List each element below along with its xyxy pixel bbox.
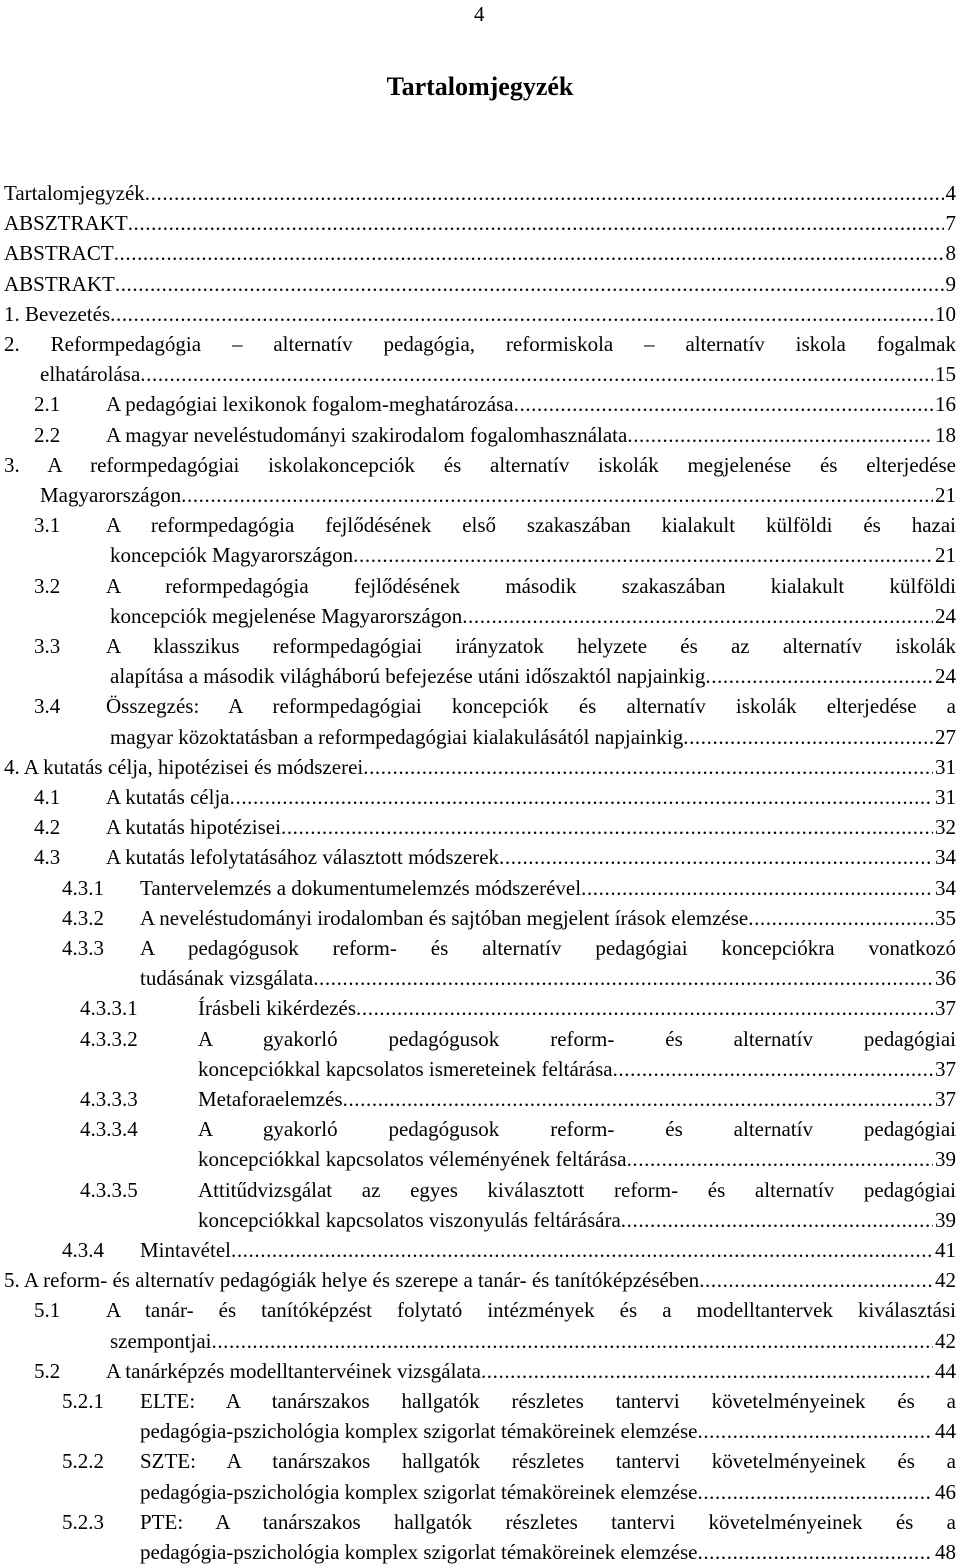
toc-entry-page[interactable]: 37 bbox=[935, 996, 956, 1020]
toc-entry-line bbox=[0, 873, 960, 903]
toc-entry-title[interactable]: pedagógia-pszichológia komplex szigorlat témaköreinek elemzése bbox=[140, 1540, 698, 1564]
toc-entry-number: 2.2 bbox=[34, 423, 61, 447]
toc-entry-title[interactable]: Attitűdvizsgálat az egyes kiválasztott reform- és alternatív pedagógiai bbox=[198, 1178, 956, 1202]
toc-entry-page[interactable]: 16 bbox=[935, 392, 956, 416]
toc-entry-title[interactable]: pedagógia-pszichológia komplex szigorlat témaköreinek elemzése bbox=[140, 1419, 698, 1443]
dot-leader bbox=[748, 903, 933, 933]
toc-entry-line bbox=[0, 1326, 960, 1356]
dot-leader bbox=[281, 812, 933, 842]
toc-entry-line bbox=[0, 661, 960, 691]
toc-entry-title[interactable]: Írásbeli kikérdezés bbox=[198, 996, 357, 1020]
toc-entry-title[interactable]: A reformpedagógia fejlődésének második szakaszában kialakult külföldi bbox=[106, 574, 956, 598]
toc-entry-title[interactable]: szempontjai bbox=[110, 1329, 212, 1353]
toc-entry-line bbox=[0, 842, 960, 872]
toc-entry-page[interactable]: 44 bbox=[935, 1419, 956, 1443]
toc-entry-title[interactable]: koncepciókkal kapcsolatos viszonyulás feltárására bbox=[198, 1208, 621, 1232]
toc-entry-title[interactable]: A pedagógusok reform- és alternatív pedagógiai koncepciókra vonatkozó bbox=[140, 936, 956, 960]
toc-entry-line bbox=[0, 480, 960, 510]
toc-entry-line bbox=[0, 299, 960, 329]
toc-entry-line bbox=[0, 812, 960, 842]
toc-entry-page[interactable]: 42 bbox=[935, 1268, 956, 1292]
toc-entry-title[interactable]: koncepciókkal kapcsolatos véleményének feltárása bbox=[198, 1147, 627, 1171]
toc-entry-title[interactable]: A gyakorló pedagógusok reform- és alternatív pedagógiai bbox=[198, 1027, 956, 1051]
toc-entry-line bbox=[0, 963, 960, 993]
toc-entry-line bbox=[0, 571, 960, 601]
toc-entry-page[interactable]: 31 bbox=[935, 785, 956, 809]
toc-entry-line bbox=[0, 903, 960, 933]
dot-leader bbox=[313, 963, 933, 993]
toc-entry-page[interactable]: 32 bbox=[935, 815, 956, 839]
toc-entry-number: 4.3.4 bbox=[62, 1238, 104, 1262]
toc-entry-number: 4.2 bbox=[34, 815, 61, 839]
toc-entry-title[interactable]: A pedagógiai lexikonok fogalom-meghatározása bbox=[106, 392, 514, 416]
toc-entry-line bbox=[0, 238, 960, 268]
toc-entry-line bbox=[0, 1235, 960, 1265]
toc-entry-line bbox=[0, 933, 960, 963]
toc-entry-title[interactable]: Magyarországon bbox=[40, 483, 182, 507]
toc-entry-title[interactable]: Összegzés: A reformpedagógiai koncepciók és alternatív iskolák elterjedése a bbox=[106, 694, 956, 718]
toc-entry-number: 4.3.3.4 bbox=[80, 1117, 138, 1141]
toc-entry-number: 5.2 bbox=[34, 1359, 61, 1383]
toc-entry-line bbox=[0, 389, 960, 419]
toc-entry-line bbox=[0, 510, 960, 540]
dot-leader bbox=[230, 782, 933, 812]
toc-entry-line bbox=[0, 1477, 960, 1507]
toc-entry-page[interactable]: 36 bbox=[935, 966, 956, 990]
dot-leader bbox=[114, 238, 944, 268]
toc-entry-line bbox=[0, 450, 960, 480]
dot-leader bbox=[621, 1205, 933, 1235]
toc-entry-title[interactable]: A tanárképzés modelltantervéinek vizsgálata bbox=[106, 1359, 481, 1383]
toc-entry-page[interactable]: 24 bbox=[935, 664, 956, 688]
toc-entry-title[interactable]: A kutatás hipotézisei bbox=[106, 815, 281, 839]
toc-entry-title[interactable]: 2. Reformpedagógia – alternatív pedagógia, reformiskola – alternatív iskola fogalmak bbox=[4, 332, 956, 356]
toc-entry-page[interactable]: 31 bbox=[935, 755, 956, 779]
dot-leader bbox=[627, 1144, 933, 1174]
toc-entry-page[interactable]: 41 bbox=[935, 1238, 956, 1262]
toc-entry-title[interactable]: tudásának vizsgálata bbox=[140, 966, 314, 990]
toc-entry-number: 5.2.2 bbox=[62, 1449, 104, 1473]
dot-leader bbox=[627, 420, 933, 450]
toc-entry-line bbox=[0, 1386, 960, 1416]
toc-entry-number: 3.3 bbox=[34, 634, 61, 658]
dot-leader bbox=[514, 389, 933, 419]
toc-entry-line bbox=[0, 1265, 960, 1295]
toc-entry-line bbox=[0, 1024, 960, 1054]
toc-entry-page[interactable]: 48 bbox=[935, 1540, 956, 1564]
dot-leader bbox=[683, 722, 933, 752]
toc-entry-page[interactable]: 15 bbox=[935, 362, 956, 386]
dot-leader bbox=[481, 1356, 933, 1386]
toc-entry-number: 4.3.3.1 bbox=[80, 996, 138, 1020]
dot-leader bbox=[140, 359, 933, 389]
toc-entry-number: 4.3.3 bbox=[62, 936, 104, 960]
dot-leader bbox=[211, 1326, 933, 1356]
toc-entry-line bbox=[0, 420, 960, 450]
toc-entry-line bbox=[0, 359, 960, 389]
toc-entry-title[interactable]: A neveléstudományi irodalomban és sajtóban megjelent írások elemzése bbox=[140, 906, 749, 930]
toc-entry-title[interactable]: A magyar neveléstudományi szakirodalom fogalomhasználata bbox=[106, 423, 628, 447]
toc-entry-title[interactable]: A klasszikus reformpedagógiai irányzatok helyzete és az alternatív iskolák bbox=[106, 634, 956, 658]
dot-leader bbox=[363, 752, 933, 782]
toc-entry-line bbox=[0, 782, 960, 812]
toc-entry-line bbox=[0, 269, 960, 299]
toc-entry-page[interactable]: 46 bbox=[935, 1480, 956, 1504]
toc-entry-page[interactable]: 44 bbox=[935, 1359, 956, 1383]
toc-entry-number: 3.1 bbox=[34, 513, 61, 537]
toc-entry-page[interactable]: 37 bbox=[935, 1057, 956, 1081]
toc-entry-title[interactable]: ELTE: A tanárszakos hallgatók részletes tantervi követelményeinek és a bbox=[140, 1389, 956, 1413]
toc-entry-line bbox=[0, 1144, 960, 1174]
toc-entry-line bbox=[0, 722, 960, 752]
dot-leader bbox=[110, 299, 933, 329]
dot-leader bbox=[145, 178, 944, 208]
dot-leader bbox=[128, 208, 944, 238]
toc-entry-number: 4.3.1 bbox=[62, 876, 104, 900]
toc-entry-line bbox=[0, 1416, 960, 1446]
toc-entry-line bbox=[0, 1507, 960, 1537]
dot-leader bbox=[705, 661, 933, 691]
toc-entry-title[interactable]: A gyakorló pedagógusok reform- és alternatív pedagógiai bbox=[198, 1117, 956, 1141]
toc-entry-title[interactable]: A kutatás célja bbox=[106, 785, 230, 809]
toc-entry-title[interactable]: PTE: A tanárszakos hallgatók részletes tantervi követelményeinek és a bbox=[140, 1510, 956, 1534]
toc-entry-title[interactable]: 4. A kutatás célja, hipotézisei és módszerei bbox=[4, 755, 364, 779]
toc-entry-page[interactable]: 35 bbox=[935, 906, 956, 930]
toc-entry-line bbox=[0, 178, 960, 208]
toc-entry-title[interactable]: A tanár- és tanítóképzést folytató intézmények és a modelltantervek kiválasztási bbox=[106, 1298, 956, 1322]
toc-entry-line bbox=[0, 329, 960, 359]
toc-entry-page[interactable]: 18 bbox=[935, 423, 956, 447]
dot-leader bbox=[581, 873, 933, 903]
dot-leader bbox=[356, 993, 933, 1023]
toc-entry-page[interactable]: 42 bbox=[935, 1329, 956, 1353]
toc-entry-title[interactable]: alapítása a második világháború befejezése utáni időszaktól napjainkig bbox=[110, 664, 706, 688]
toc-entry-title[interactable]: ABSTRACT bbox=[4, 241, 114, 265]
toc-entry-line bbox=[0, 1446, 960, 1476]
toc-entry-page[interactable]: 7 bbox=[945, 211, 956, 235]
toc-entry-page[interactable]: 37 bbox=[935, 1087, 956, 1111]
dot-leader bbox=[231, 1235, 933, 1265]
toc-entry-title[interactable]: magyar közoktatásban a reformpedagógiai kialakulásától napjainkig bbox=[110, 725, 684, 749]
dot-leader bbox=[353, 540, 933, 570]
toc-entry-title[interactable]: Metaforaelemzés bbox=[198, 1087, 343, 1111]
toc-entry-title[interactable]: elhatárolása bbox=[40, 362, 141, 386]
toc-entry-line bbox=[0, 1205, 960, 1235]
toc-entry-number: 4.3.2 bbox=[62, 906, 104, 930]
toc-entry-page[interactable]: 8 bbox=[945, 241, 956, 265]
toc-entry-title[interactable]: ABSZTRAKT bbox=[4, 211, 128, 235]
toc-entry-line bbox=[0, 208, 960, 238]
toc-entry-page[interactable]: 10 bbox=[935, 302, 956, 326]
toc-entry-page[interactable]: 39 bbox=[935, 1208, 956, 1232]
toc-entry-line bbox=[0, 1175, 960, 1205]
toc-entry-title[interactable]: koncepciókkal kapcsolatos ismereteinek feltárása bbox=[198, 1057, 613, 1081]
page-title: Tartalomjegyzék bbox=[386, 72, 574, 101]
toc-entry-line bbox=[0, 1537, 960, 1567]
toc-entry-title[interactable]: Tantervelemzés a dokumentumelemzés módszerével bbox=[140, 876, 582, 900]
toc-entry-number: 5.1 bbox=[34, 1298, 61, 1322]
toc-entry-title[interactable]: koncepciók megjelenése Magyarországon bbox=[110, 604, 463, 628]
page-number: 4 bbox=[474, 2, 485, 26]
toc-entry-line bbox=[0, 1356, 960, 1386]
toc-entry-line bbox=[0, 601, 960, 631]
dot-leader bbox=[343, 1084, 933, 1114]
toc-entry-page[interactable]: 34 bbox=[935, 876, 956, 900]
toc-entry-number: 5.2.1 bbox=[62, 1389, 104, 1413]
toc-entry-title[interactable]: 1. Bevezetés bbox=[4, 302, 111, 326]
dot-leader bbox=[697, 1477, 933, 1507]
toc-entry-number: 3.2 bbox=[34, 574, 61, 598]
dot-leader bbox=[115, 269, 944, 299]
toc-entry-line bbox=[0, 752, 960, 782]
toc-entry-title[interactable]: A reformpedagógia fejlődésének első szakaszában kialakult külföldi és hazai bbox=[106, 513, 956, 537]
toc-entry-number: 4.3.3.5 bbox=[80, 1178, 138, 1202]
dot-leader bbox=[697, 1416, 933, 1446]
toc-entry-line bbox=[0, 691, 960, 721]
toc-entry-page[interactable]: 9 bbox=[945, 272, 956, 296]
dot-leader bbox=[699, 1265, 933, 1295]
toc-entry-number: 4.1 bbox=[34, 785, 61, 809]
toc-entry-title[interactable]: pedagógia-pszichológia komplex szigorlat témaköreinek elemzése bbox=[140, 1480, 698, 1504]
dot-leader bbox=[181, 480, 933, 510]
toc-entry-title[interactable]: SZTE: A tanárszakos hallgatók részletes tantervi követelményeinek és a bbox=[140, 1449, 956, 1473]
toc-entry-line bbox=[0, 1054, 960, 1084]
dot-leader bbox=[697, 1537, 933, 1567]
toc-entry-page[interactable]: 39 bbox=[935, 1147, 956, 1171]
toc-entry-title[interactable]: 3. A reformpedagógiai iskolakoncepciók és alternatív iskolák megjelenése és elterjedése bbox=[4, 453, 956, 477]
toc-entry-number: 4.3.3.3 bbox=[80, 1087, 138, 1111]
toc-entry-page[interactable]: 24 bbox=[935, 604, 956, 628]
toc-entry-number: 3.4 bbox=[34, 694, 61, 718]
toc-entry-number: 5.2.3 bbox=[62, 1510, 104, 1534]
toc-entry-title[interactable]: Tartalomjegyzék bbox=[4, 181, 145, 205]
toc-entry-number: 2.1 bbox=[34, 392, 61, 416]
dot-leader bbox=[499, 842, 933, 872]
toc-entry-line bbox=[0, 1295, 960, 1325]
toc-entry-page[interactable]: 27 bbox=[935, 725, 956, 749]
toc-entry-title[interactable]: Mintavétel bbox=[140, 1238, 231, 1262]
toc-entry-line bbox=[0, 631, 960, 661]
toc-entry-line bbox=[0, 993, 960, 1023]
toc-entry-page[interactable]: 21 bbox=[935, 483, 956, 507]
toc-entry-title[interactable]: 5. A reform- és alternatív pedagógiák helye és szerepe a tanár- és tanítóképzésében bbox=[4, 1268, 700, 1292]
toc-entry-number: 4.3 bbox=[34, 845, 61, 869]
dot-leader bbox=[613, 1054, 933, 1084]
toc-entry-page[interactable]: 34 bbox=[935, 845, 956, 869]
toc-entry-title[interactable]: A kutatás lefolytatásához választott módszerek bbox=[106, 845, 500, 869]
toc-entry-line bbox=[0, 1114, 960, 1144]
toc-entry-title[interactable]: koncepciók Magyarországon bbox=[110, 543, 354, 567]
toc-entry-page[interactable]: 21 bbox=[935, 543, 956, 567]
toc-entry-line bbox=[0, 1084, 960, 1114]
toc-entry-line bbox=[0, 540, 960, 570]
toc-entry-page[interactable]: 4 bbox=[945, 181, 956, 205]
toc-entry-title[interactable]: ABSTRAKT bbox=[4, 272, 115, 296]
toc-entry-number: 4.3.3.2 bbox=[80, 1027, 138, 1051]
dot-leader bbox=[462, 601, 933, 631]
